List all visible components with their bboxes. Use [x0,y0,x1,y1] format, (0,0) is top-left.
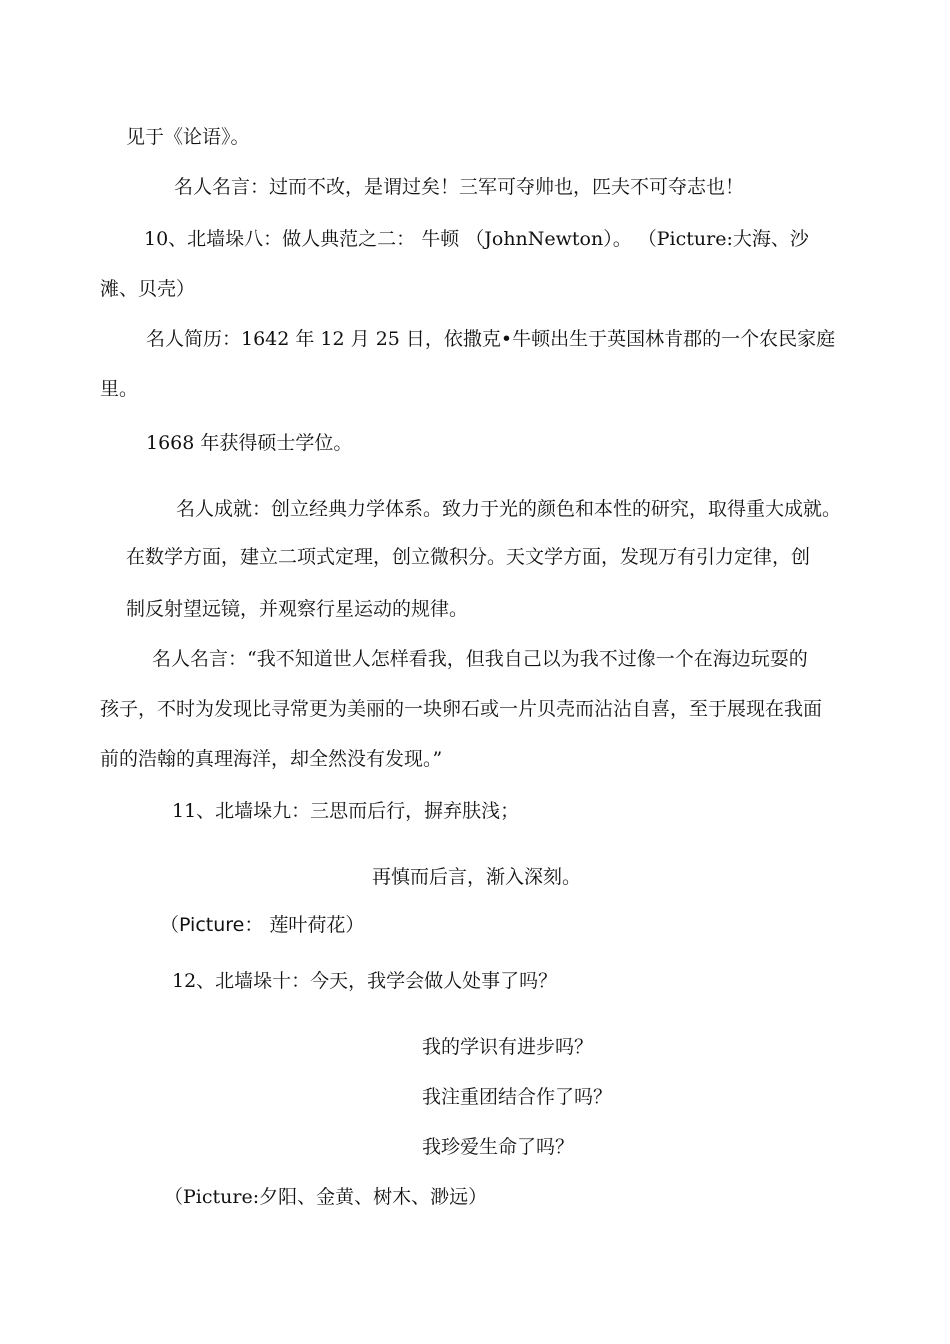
text-line-11: 名人名言：“我不知道世人怎样看我，但我自己以为我不过像一个在海边玩耍的 [152,648,808,670]
text-line-12: 孩子，不时为发现比寻常更为美丽的一块卵石或一片贝壳而沾沾自喜，至于展现在我面 [100,698,823,720]
text-line-5: 名人简历：1642 年 12 月 25 日，依撒克•牛顿出生于英国林肯郡的一个农民家庭 [146,328,836,350]
text-line-16: （Picture： 莲叶荷花） [160,914,365,936]
text-line-6: 里。 [100,378,139,400]
text-line-8: 名人成就：创立经典力学体系。致力于光的颜色和本性的研究，取得重大成就。 [176,498,842,520]
text-line-18: 我的学识有进步吗？ [422,1036,594,1058]
text-line-19: 我注重团结合作了吗？ [422,1086,613,1108]
text-line-9: 在数学方面，建立二项式定理，创立微积分。天文学方面，发现万有引力定律，创 [126,546,811,568]
text-line-2: 名人名言：过而不改，是谓过矣！三军可夺帅也，匹夫不可夺志也！ [174,176,745,198]
text-line-4: 滩、贝壳） [100,278,196,300]
heading-10: 10、北墙垛八：做人典范之二： 牛顿 （JohnNewton）。 （Picture:大海、沙 [144,228,809,250]
heading-11: 11、北墙垛九：三思而后行，摒弃肤浅； [172,800,520,822]
text-line-15: 再慎而后言，渐入深刻。 [372,866,582,888]
text-line-1: 见于《论语》。 [126,126,250,148]
text-line-20: 我珍爱生命了吗？ [422,1136,575,1158]
text-line-21: （Picture:夕阳、金黄、树木、渺远） [164,1186,488,1208]
text-line-10: 制反射望远镜，并观察行星运动的规律。 [126,598,469,620]
text-line-13: 前的浩翰的真理海洋，却全然没有发现。” [100,748,443,770]
heading-12: 12、北墙垛十：今天，我学会做人处事了吗？ [172,970,558,992]
text-line-7: 1668 年获得硕士学位。 [146,432,353,454]
